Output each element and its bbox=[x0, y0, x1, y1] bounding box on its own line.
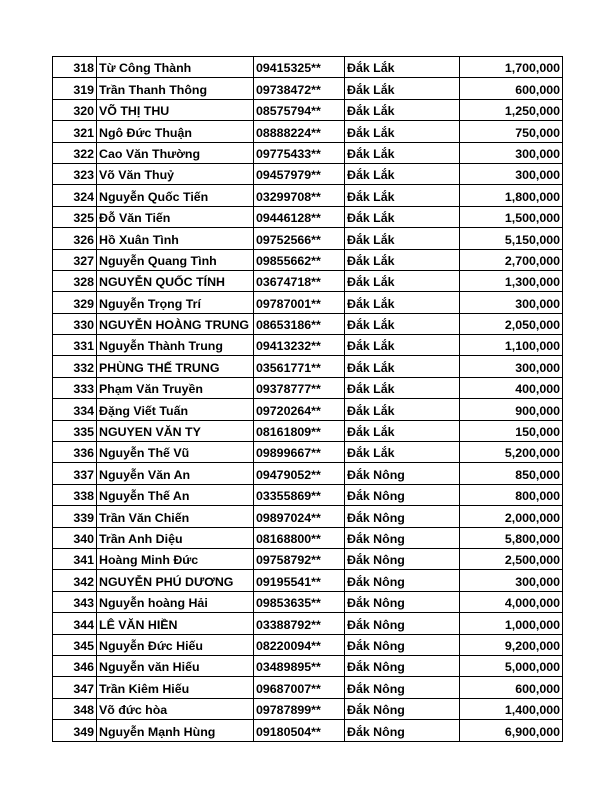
donor-name-cell: Cao Văn Thường bbox=[97, 142, 254, 163]
table-row bbox=[53, 463, 563, 484]
row-number-cell: 343 bbox=[53, 591, 97, 612]
row-number-cell: 338 bbox=[53, 484, 97, 505]
table-row bbox=[53, 613, 563, 634]
amount-cell: 2,500,000 bbox=[460, 548, 563, 569]
row-number-cell: 347 bbox=[53, 677, 97, 698]
donor-name-cell: VÕ THỊ THU bbox=[97, 99, 254, 120]
row-number-cell: 341 bbox=[53, 548, 97, 569]
amount-cell: 800,000 bbox=[460, 484, 563, 505]
province-cell: Đắk Lắk bbox=[345, 57, 460, 78]
table-row bbox=[53, 142, 563, 163]
province-cell: Đắk Lắk bbox=[345, 399, 460, 420]
row-number-cell: 332 bbox=[53, 356, 97, 377]
amount-cell: 5,800,000 bbox=[460, 527, 563, 548]
donor-name-cell: Nguyễn văn Hiếu bbox=[97, 655, 254, 676]
province-cell: Đắk Nông bbox=[345, 548, 460, 569]
province-cell: Đắk Nông bbox=[345, 655, 460, 676]
amount-cell: 900,000 bbox=[460, 399, 563, 420]
province-cell: Đắk Nông bbox=[345, 591, 460, 612]
table-row bbox=[53, 313, 563, 334]
phone-cell: 08888224** bbox=[254, 121, 345, 142]
row-number-cell: 330 bbox=[53, 313, 97, 334]
table-row bbox=[53, 57, 563, 78]
table-row bbox=[53, 527, 563, 548]
donor-name-cell: Võ đức hòa bbox=[97, 698, 254, 719]
phone-cell: 09195541** bbox=[254, 570, 345, 591]
amount-cell: 300,000 bbox=[460, 570, 563, 591]
table-row bbox=[53, 185, 563, 206]
table-row bbox=[53, 484, 563, 505]
row-number-cell: 342 bbox=[53, 570, 97, 591]
table-row bbox=[53, 99, 563, 120]
amount-cell: 750,000 bbox=[460, 121, 563, 142]
phone-cell: 09855662** bbox=[254, 249, 345, 270]
donor-name-cell: PHÙNG THẾ TRUNG bbox=[97, 356, 254, 377]
phone-cell: 09446128** bbox=[254, 206, 345, 227]
amount-cell: 1,400,000 bbox=[460, 698, 563, 719]
donor-name-cell: NGUYEN VĂN TY bbox=[97, 420, 254, 441]
phone-cell: 09738472** bbox=[254, 78, 345, 99]
table-row bbox=[53, 442, 563, 463]
province-cell: Đắk Lắk bbox=[345, 142, 460, 163]
amount-cell: 300,000 bbox=[460, 163, 563, 184]
row-number-cell: 319 bbox=[53, 78, 97, 99]
table-row bbox=[53, 506, 563, 527]
province-cell: Đắk Nông bbox=[345, 506, 460, 527]
phone-cell: 09415325** bbox=[254, 57, 345, 78]
donor-name-cell: Nguyễn Văn An bbox=[97, 463, 254, 484]
amount-cell: 2,700,000 bbox=[460, 249, 563, 270]
phone-cell: 09457979** bbox=[254, 163, 345, 184]
province-cell: Đắk Lắk bbox=[345, 335, 460, 356]
table-row bbox=[53, 270, 563, 291]
phone-cell: 09899667** bbox=[254, 442, 345, 463]
donor-name-cell: Trần Văn Chiến bbox=[97, 506, 254, 527]
donor-name-cell: Hồ Xuân Tình bbox=[97, 228, 254, 249]
row-number-cell: 320 bbox=[53, 99, 97, 120]
amount-cell: 600,000 bbox=[460, 677, 563, 698]
donor-name-cell: Nguyễn Quang Tình bbox=[97, 249, 254, 270]
table-row bbox=[53, 121, 563, 142]
amount-cell: 2,050,000 bbox=[460, 313, 563, 334]
row-number-cell: 346 bbox=[53, 655, 97, 676]
phone-cell: 08168800** bbox=[254, 527, 345, 548]
province-cell: Đắk Lắk bbox=[345, 442, 460, 463]
row-number-cell: 329 bbox=[53, 292, 97, 313]
phone-cell: 09378777** bbox=[254, 377, 345, 398]
table-row bbox=[53, 292, 563, 313]
table-row bbox=[53, 228, 563, 249]
phone-cell: 09720264** bbox=[254, 399, 345, 420]
phone-cell: 08220094** bbox=[254, 634, 345, 655]
province-cell: Đắk Lắk bbox=[345, 377, 460, 398]
table-row bbox=[53, 420, 563, 441]
amount-cell: 1,100,000 bbox=[460, 335, 563, 356]
phone-cell: 09787899** bbox=[254, 698, 345, 719]
amount-cell: 5,000,000 bbox=[460, 655, 563, 676]
province-cell: Đắk Nông bbox=[345, 677, 460, 698]
row-number-cell: 333 bbox=[53, 377, 97, 398]
row-number-cell: 328 bbox=[53, 270, 97, 291]
table-row bbox=[53, 206, 563, 227]
province-cell: Đắk Lắk bbox=[345, 228, 460, 249]
table-row bbox=[53, 335, 563, 356]
donor-name-cell: Nguyễn Quốc Tiến bbox=[97, 185, 254, 206]
phone-cell: 09752566** bbox=[254, 228, 345, 249]
row-number-cell: 318 bbox=[53, 57, 97, 78]
amount-cell: 9,200,000 bbox=[460, 634, 563, 655]
row-number-cell: 323 bbox=[53, 163, 97, 184]
donor-name-cell: Đặng Viết Tuấn bbox=[97, 399, 254, 420]
province-cell: Đắk Nông bbox=[345, 570, 460, 591]
donor-name-cell: Nguyễn Đức Hiếu bbox=[97, 634, 254, 655]
donor-name-cell: NGUYỄN QUỐC TÍNH bbox=[97, 270, 254, 291]
donor-name-cell: Nguyễn hoàng Hải bbox=[97, 591, 254, 612]
table-row bbox=[53, 655, 563, 676]
amount-cell: 1,700,000 bbox=[460, 57, 563, 78]
table-row bbox=[53, 591, 563, 612]
phone-cell: 09787001** bbox=[254, 292, 345, 313]
province-cell: Đắk Lắk bbox=[345, 121, 460, 142]
row-number-cell: 337 bbox=[53, 463, 97, 484]
row-number-cell: 349 bbox=[53, 720, 97, 741]
province-cell: Đắk Nông bbox=[345, 484, 460, 505]
donor-name-cell: Phạm Văn Truyền bbox=[97, 377, 254, 398]
row-number-cell: 344 bbox=[53, 613, 97, 634]
donor-name-cell: Trần Anh Diệu bbox=[97, 527, 254, 548]
row-number-cell: 335 bbox=[53, 420, 97, 441]
province-cell: Đắk Lắk bbox=[345, 270, 460, 291]
table-row bbox=[53, 548, 563, 569]
row-number-cell: 336 bbox=[53, 442, 97, 463]
donor-name-cell: Võ Văn Thuỷ bbox=[97, 163, 254, 184]
phone-cell: 09687007** bbox=[254, 677, 345, 698]
table-row bbox=[53, 399, 563, 420]
table-row bbox=[53, 634, 563, 655]
donor-name-cell: NGUYỄN HOÀNG TRUNG bbox=[97, 313, 254, 334]
phone-cell: 08161809** bbox=[254, 420, 345, 441]
province-cell: Đắk Lắk bbox=[345, 420, 460, 441]
donor-name-cell: Nguyễn Thế Vũ bbox=[97, 442, 254, 463]
amount-cell: 150,000 bbox=[460, 420, 563, 441]
donor-table bbox=[52, 56, 563, 742]
row-number-cell: 321 bbox=[53, 121, 97, 142]
province-cell: Đắk Lắk bbox=[345, 185, 460, 206]
phone-cell: 09180504** bbox=[254, 720, 345, 741]
donor-name-cell: Hoàng Minh Đức bbox=[97, 548, 254, 569]
amount-cell: 1,800,000 bbox=[460, 185, 563, 206]
table-row bbox=[53, 570, 563, 591]
donor-name-cell: Từ Công Thành bbox=[97, 57, 254, 78]
province-cell: Đắk Nông bbox=[345, 463, 460, 484]
amount-cell: 1,500,000 bbox=[460, 206, 563, 227]
row-number-cell: 322 bbox=[53, 142, 97, 163]
row-number-cell: 327 bbox=[53, 249, 97, 270]
amount-cell: 4,000,000 bbox=[460, 591, 563, 612]
province-cell: Đắk Lắk bbox=[345, 249, 460, 270]
donor-name-cell: Ngô Đức Thuận bbox=[97, 121, 254, 142]
amount-cell: 400,000 bbox=[460, 377, 563, 398]
amount-cell: 600,000 bbox=[460, 78, 563, 99]
amount-cell: 1,300,000 bbox=[460, 270, 563, 291]
phone-cell: 09897024** bbox=[254, 506, 345, 527]
amount-cell: 5,200,000 bbox=[460, 442, 563, 463]
table-row bbox=[53, 377, 563, 398]
donor-name-cell: Nguyễn Thế An bbox=[97, 484, 254, 505]
province-cell: Đắk Lắk bbox=[345, 78, 460, 99]
phone-cell: 09775433** bbox=[254, 142, 345, 163]
amount-cell: 5,150,000 bbox=[460, 228, 563, 249]
province-cell: Đắk Lắk bbox=[345, 313, 460, 334]
donor-name-cell: Đỗ Văn Tiến bbox=[97, 206, 254, 227]
phone-cell: 08575794** bbox=[254, 99, 345, 120]
row-number-cell: 340 bbox=[53, 527, 97, 548]
amount-cell: 300,000 bbox=[460, 142, 563, 163]
donor-name-cell: Nguyễn Mạnh Hùng bbox=[97, 720, 254, 741]
donor-name-cell: LÊ VĂN HIỀN bbox=[97, 613, 254, 634]
row-number-cell: 331 bbox=[53, 335, 97, 356]
table-row bbox=[53, 249, 563, 270]
row-number-cell: 339 bbox=[53, 506, 97, 527]
phone-cell: 09853635** bbox=[254, 591, 345, 612]
amount-cell: 1,250,000 bbox=[460, 99, 563, 120]
phone-cell: 08653186** bbox=[254, 313, 345, 334]
phone-cell: 03388792** bbox=[254, 613, 345, 634]
amount-cell: 850,000 bbox=[460, 463, 563, 484]
row-number-cell: 334 bbox=[53, 399, 97, 420]
donor-name-cell: Trần Thanh Thông bbox=[97, 78, 254, 99]
amount-cell: 2,000,000 bbox=[460, 506, 563, 527]
amount-cell: 6,900,000 bbox=[460, 720, 563, 741]
row-number-cell: 325 bbox=[53, 206, 97, 227]
phone-cell: 09413232** bbox=[254, 335, 345, 356]
table-row bbox=[53, 698, 563, 719]
phone-cell: 03561771** bbox=[254, 356, 345, 377]
amount-cell: 1,000,000 bbox=[460, 613, 563, 634]
phone-cell: 09479052** bbox=[254, 463, 345, 484]
donor-name-cell: NGUYỄN PHÚ DƯƠNG bbox=[97, 570, 254, 591]
table-row bbox=[53, 163, 563, 184]
province-cell: Đắk Nông bbox=[345, 613, 460, 634]
table-row bbox=[53, 720, 563, 741]
donor-table-body bbox=[53, 57, 563, 742]
table-row bbox=[53, 677, 563, 698]
phone-cell: 03674718** bbox=[254, 270, 345, 291]
province-cell: Đắk Lắk bbox=[345, 99, 460, 120]
donor-name-cell: Nguyễn Trọng Trí bbox=[97, 292, 254, 313]
table-row bbox=[53, 78, 563, 99]
phone-cell: 03489895** bbox=[254, 655, 345, 676]
phone-cell: 03355869** bbox=[254, 484, 345, 505]
phone-cell: 09758792** bbox=[254, 548, 345, 569]
province-cell: Đắk Lắk bbox=[345, 356, 460, 377]
province-cell: Đắk Nông bbox=[345, 634, 460, 655]
amount-cell: 300,000 bbox=[460, 356, 563, 377]
amount-cell: 300,000 bbox=[460, 292, 563, 313]
province-cell: Đắk Nông bbox=[345, 698, 460, 719]
province-cell: Đắk Nông bbox=[345, 720, 460, 741]
phone-cell: 03299708** bbox=[254, 185, 345, 206]
province-cell: Đắk Lắk bbox=[345, 163, 460, 184]
donor-name-cell: Nguyễn Thành Trung bbox=[97, 335, 254, 356]
province-cell: Đắk Lắk bbox=[345, 292, 460, 313]
province-cell: Đắk Nông bbox=[345, 527, 460, 548]
row-number-cell: 326 bbox=[53, 228, 97, 249]
province-cell: Đắk Lắk bbox=[345, 206, 460, 227]
row-number-cell: 345 bbox=[53, 634, 97, 655]
table-row bbox=[53, 356, 563, 377]
row-number-cell: 348 bbox=[53, 698, 97, 719]
donor-name-cell: Trần Kiêm Hiếu bbox=[97, 677, 254, 698]
row-number-cell: 324 bbox=[53, 185, 97, 206]
